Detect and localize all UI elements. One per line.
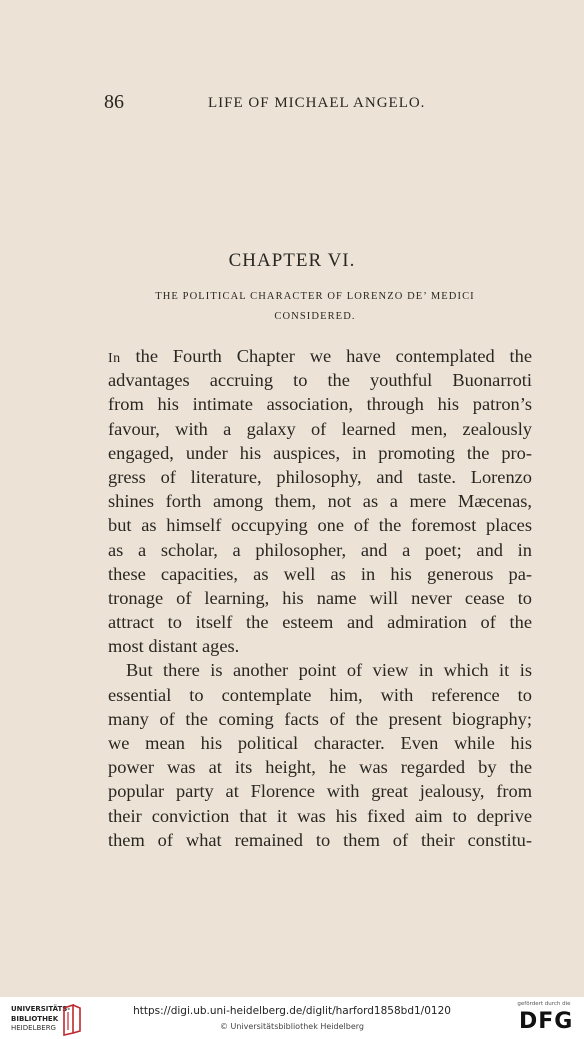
text-line: But there is another point of view in which it is (126, 660, 532, 681)
library-mark-icon (59, 1004, 83, 1036)
chapter-title: CHAPTER VI. (228, 250, 356, 271)
text-line: favour, with a galaxy of learned men, zealously (108, 418, 532, 439)
text-line: attract to itself the esteem and admiration of the (108, 612, 532, 633)
permalink-url[interactable]: https://digi.ub.uni-heidelberg.de/diglit/harford1858bd1/0120 (133, 1005, 451, 1017)
text-line: tronage of learning, his name will never cease to (108, 587, 532, 608)
library-name: UNIVERSITÄTS- BIBLIOTHEK HEIDELBERG (11, 1005, 71, 1032)
text-line: advantages accruing to the youthful Buonarroti (108, 370, 532, 391)
text-line: power was at its height, he was regarded by the (108, 757, 532, 778)
text-line: gress of literature, philosophy, and taste. Lorenzo (108, 466, 532, 487)
page-number: 86 (104, 91, 124, 113)
text-line: from his intimate association, through his patron’s (108, 394, 532, 415)
text-line: essential to contemplate him, with reference to (108, 684, 532, 705)
chapter-subtitle (120, 287, 510, 327)
text-line: as a scholar, a philosopher, and a poet; and in (108, 539, 532, 560)
chapter-subtitle-line-2: CONSIDERED. (274, 311, 356, 322)
text-line: In the Fourth Chapter we have contemplated the (108, 346, 532, 366)
copyright-notice: © Universitätsbibliothek Heidelberg (219, 1022, 364, 1031)
running-title: LIFE OF MICHAEL ANGELO. (208, 95, 426, 111)
viewer-footer (0, 997, 584, 1039)
library-logo[interactable] (5, 1002, 135, 1034)
text-line: we mean his political character. Even while his (108, 733, 532, 753)
text-line: engaged, under his auspices, in promoting the pro- (108, 442, 532, 463)
body-text (108, 344, 532, 852)
text-line: popular party at Florence with great jealousy, from (108, 781, 532, 802)
chapter-subtitle-line-1: THE POLITICAL CHARACTER OF LORENZO DE’ MEDICI (155, 291, 475, 302)
text-line: these capacities, as well as in his generous pa- (108, 563, 532, 584)
funder-note: gefördert durch die (517, 1001, 571, 1007)
text-line: most distant ages. (108, 636, 240, 657)
text-line: many of the coming facts of the present biography; (108, 708, 532, 729)
dfg-logo[interactable]: DFG (519, 1009, 574, 1034)
text-line: their conviction that it was his fixed aim to deprive (108, 805, 532, 826)
small-caps-lead: In (108, 351, 121, 366)
running-head (104, 91, 532, 117)
text-line: but as himself occupying one of the foremost places (108, 515, 532, 536)
text-line: shines forth among them, not as a mere Mæcenas, (108, 491, 532, 512)
text-line: them of what remained to them of their constitu- (108, 829, 532, 850)
